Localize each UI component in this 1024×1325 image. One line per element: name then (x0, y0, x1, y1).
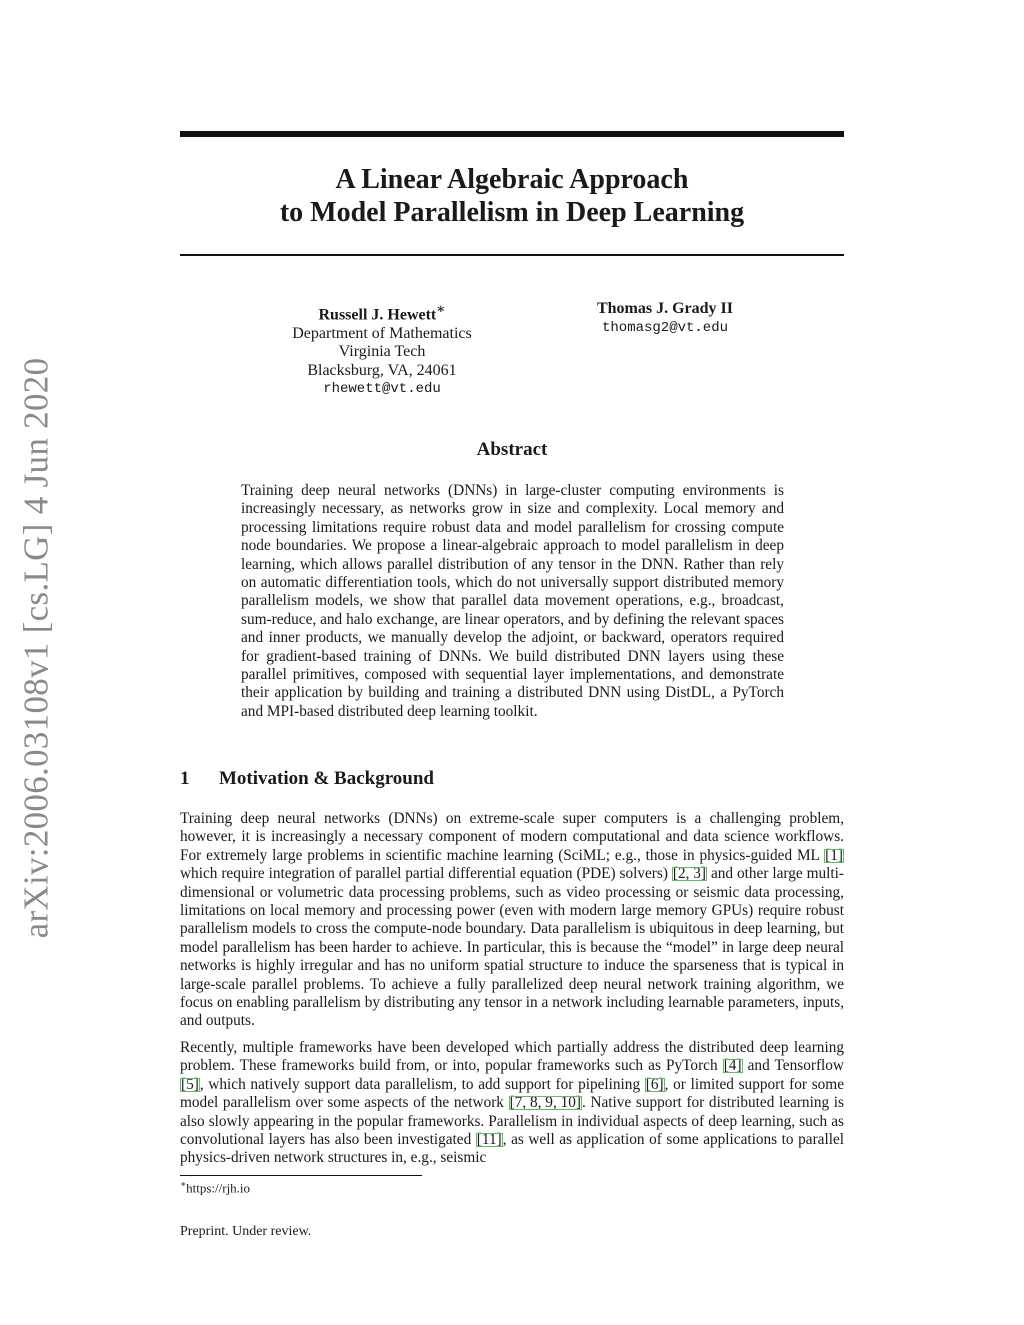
footnote-rule (180, 1175, 422, 1176)
body-paragraph-1: Training deep neural networks (DNNs) on extreme-scale super computers is a challenging problem, however, it is increasingly a necessary component of modern computational and data science workflows. For extremely large problems in scientific machine learning (SciML; e.g., those in physics-guided ML [1] which require integration of parallel partial differential equation (PDE) solvers) [2, 3] and other large multi-dimensional or volumetric data processing problems, such as video processing or seismic data processing, limitations on local memory and processing power (even with modern large memory GPUs) require robust parallelism models to cross the compute-node boundary. Data parallelism is ubiquitous in deep learning, but model parallelism has been harder to achieve. In particular, this is because the “model” in large deep neural networks is highly irregular and has no uniform spatial structure to induce the sparseness that is typical in large-scale parallel problems. To achieve a fully parallelized deep neural network training algorithm, we focus on enabling parallelism by distributing any tensor in a network including learnable parameters, inputs, and outputs. (180, 810, 844, 1030)
arxiv-side-stamp (10, 357, 62, 939)
author-name: Russell J. Hewett∗ (318, 301, 446, 324)
author-affiliation: Department of Mathematics (292, 324, 472, 342)
body-paragraph-2: Recently, multiple frameworks have been developed which partially address the distributed deep learning problem. These frameworks build from, or into, popular frameworks such as PyTorch [4] and Tensorflow [5], which natively support data parallelism, to add support for pipelining [6], or limited support for some model parallelism over some aspects of the network [7, 8, 9, 10]. Native support for distributed learning is also slowly appearing in the popular frameworks. Parallelism in individual aspects of deep learning, such as convolutional layers has also been investigated [11], as well as application of some applications to parallel physics-driven network structures in, e.g., seismic (180, 1039, 844, 1167)
arxiv-identifier: arXiv:2006.03108v1 [cs.LG] 4 Jun 2020 (16, 357, 56, 939)
title-line-1: A Linear Algebraic Approach (335, 164, 689, 195)
section-title: Motivation & Background (219, 768, 435, 789)
author-block-grady (565, 300, 765, 337)
footnote-marker: ∗ (180, 1179, 187, 1189)
abstract-heading: Abstract (476, 439, 548, 460)
author-email[interactable]: rhewett@vt.edu (323, 381, 441, 398)
citation-link[interactable]: [6] (645, 1075, 664, 1093)
author-address: Blacksburg, VA, 24061 (307, 361, 457, 379)
author-name: Thomas J. Grady II (596, 300, 734, 317)
title-rule-top (180, 131, 844, 137)
citation-link[interactable]: [11] (476, 1131, 502, 1149)
citation-link[interactable]: [1] (825, 846, 843, 864)
paper-title (180, 163, 844, 229)
footnote-url[interactable]: https://rjh.io (186, 1180, 251, 1196)
author-affiliation: Virginia Tech (338, 343, 426, 361)
footnote-marker: ∗ (436, 301, 446, 316)
citation-link[interactable]: [4] (723, 1057, 742, 1075)
author-email[interactable]: thomasg2@vt.edu (601, 319, 729, 336)
abstract-body: Training deep neural networks (DNNs) in large-cluster computing environments is increasingly necessary, as networks grow in size and complexity. Local memory and processing limitations require robust data and model parallelism for crossing compute node boundaries. We propose a linear-algebraic approach to model parallelism in deep learning, which allows parallel distribution of any tensor in the DNN. Rather than rely on automatic differentiation tools, which do not universally support distributed memory parallelism models, we show that parallel data movement operations, e.g., broadcast, sum-reduce, and halo exchange, are linear operators, and by defining the relevant spaces and inner products, we manually develop the adjoint, or backward, operators required for gradient-based training of DNNs. We build distributed DNN layers using these parallel primitives, composed with sequential layer implementations, and demonstrate their application by building and training a distributed DNN using DistDL, a PyTorch and MPI-based distributed deep learning toolkit. (241, 482, 784, 720)
preprint-notice: Preprint. Under review. (180, 1224, 312, 1239)
title-rule-bottom (180, 254, 844, 256)
section-heading (180, 768, 844, 790)
author-block-hewett (262, 300, 502, 399)
citation-link[interactable]: [2, 3] (672, 865, 707, 883)
footnote (180, 1179, 250, 1196)
citation-link[interactable]: [7, 8, 9, 10] (509, 1094, 581, 1112)
section-number: 1 (180, 768, 190, 789)
title-line-2: to Model Parallelism in Deep Learning (279, 197, 745, 228)
citation-link[interactable]: [5] (181, 1075, 199, 1093)
